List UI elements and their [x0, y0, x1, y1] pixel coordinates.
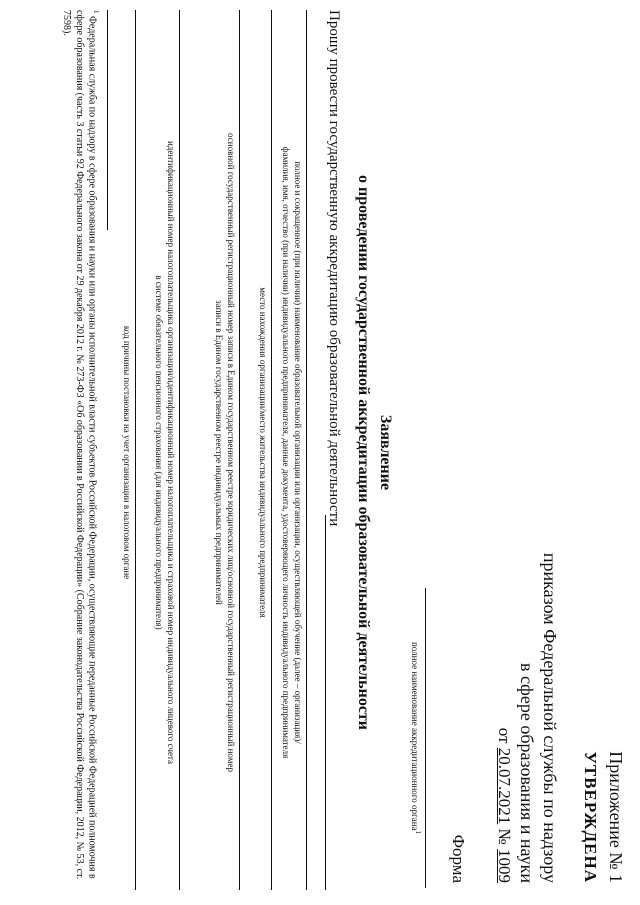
field-caption-ogrn-2: записи в Едином государственном реестре индивидуальных предпринимателей	[214, 300, 224, 605]
footnote-text: Федеральная служба по надзору в сфере образования и науки или органы исполнительной власти субъектов Российской Федерации, осуществляющие переданные Российской Федерацией полномочия в сфере образования (часть 3 статьи 92 Федерального закона от 29 декабря 2012 г. № 273-ФЗ «Об образовании в Российской Федерации» (Собрание законодательства Российской Федерации, 2012, № 53, ст. 7598).	[60, 10, 98, 880]
field-line-address	[271, 10, 272, 890]
form-label: Форма	[449, 834, 468, 883]
order-number: 1009	[495, 849, 514, 883]
document-subtitle: о проведении государственной аккредитации образовательной деятельности	[355, 175, 372, 730]
field-line-kpp	[135, 10, 136, 890]
approved-label: УТВЕРЖДЕНА	[581, 751, 600, 883]
field-line-name	[306, 10, 307, 890]
order-date-line	[494, 728, 514, 883]
document-title: Заявление	[377, 414, 394, 491]
authority-line	[425, 588, 426, 888]
appendix-label: Приложение № 1	[606, 751, 626, 883]
order-line-1: приказом Федеральной службы по надзору	[540, 552, 560, 883]
order-line-2: в сфере образования и науки	[517, 662, 537, 883]
field-caption-kpp: код причины постановки на учет организации в налоговом органе	[122, 325, 132, 580]
number-prefix: №	[495, 828, 514, 845]
authority-caption: полное наименование аккредитационного органа$^1$	[410, 641, 422, 835]
date-prefix: от	[495, 727, 514, 744]
request-fill-line	[325, 515, 326, 890]
field-caption-inn-1: идентификационный номер налогоплательщика организации/идентификационный номер налогоплательщика и страховой номер индивидуального лицевого счета	[166, 140, 176, 764]
field-caption-name-1: полное и сокращенное (при наличии) наименование образовательной организации или организации, осуществляющей обучение (далее – организация)/	[293, 161, 303, 744]
footnote-separator	[107, 10, 108, 230]
field-caption-inn-2: в системе обязательного пенсионного страхования (для индивидуального предпринимателя)	[154, 275, 164, 630]
field-caption-address: место нахождения организации/место жительства индивидуального предпринимателя	[258, 287, 268, 618]
footnote-ref: 1	[414, 830, 422, 835]
footnote-mark: 1	[92, 10, 100, 14]
field-caption-name-2: фамилия, имя, отчество (при наличии) индивидуального предпринимателя, данные документа, удостоверяющего личность индивидуального предпринимателя	[281, 146, 291, 759]
field-caption-ogrn-1: основной государственный регистрационный номер записи в Едином государственном реестре юридических лиц/основной государственный регистрационный номер	[226, 133, 236, 772]
order-date: 20.07.2021	[495, 747, 514, 825]
footnote	[60, 10, 102, 895]
field-line-inn	[179, 10, 180, 890]
field-line-ogrn	[239, 10, 240, 890]
request-text: Прошу провести государственную аккредитацию образовательной деятельности	[326, 10, 342, 527]
